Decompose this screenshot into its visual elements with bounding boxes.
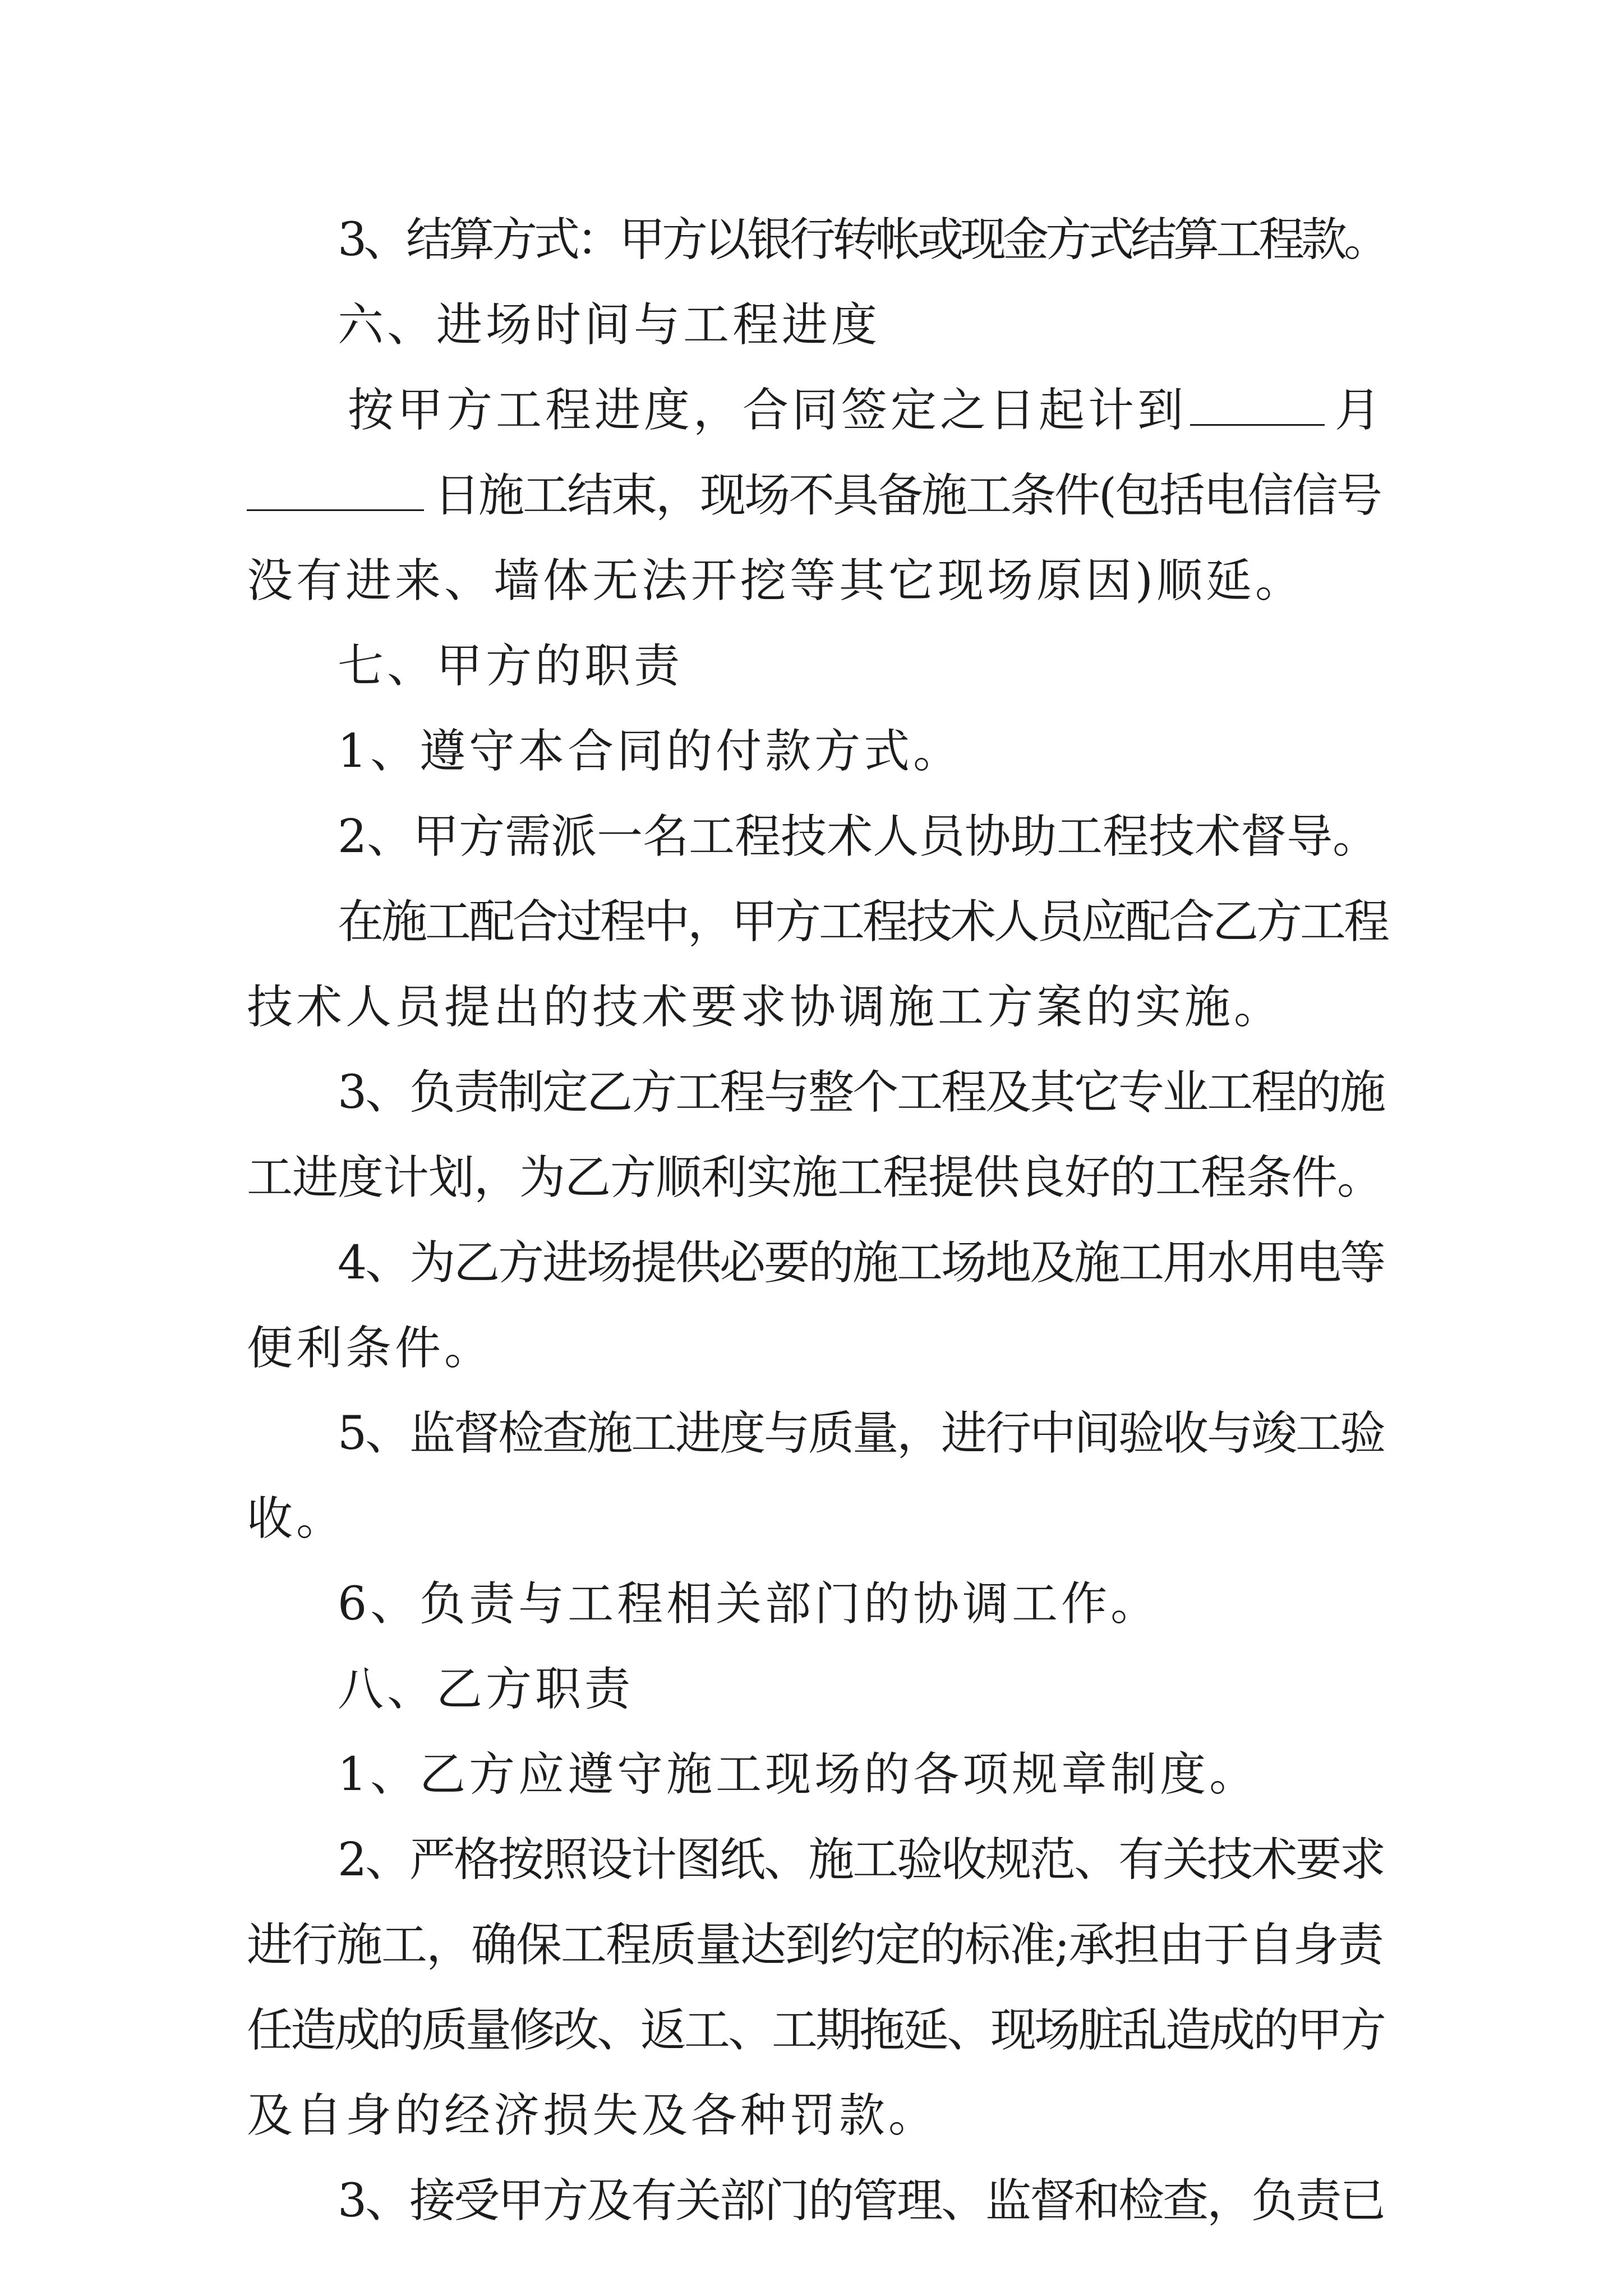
- section-heading: 七、甲方的职责: [338, 639, 684, 693]
- paragraph-line: 没有进来、墙体无法开挖等其它现场原因)顺延。: [247, 554, 1304, 608]
- paragraph-line: 收。: [247, 1492, 346, 1545]
- paragraph-line: 4、为乙方进场提供必要的施工场地及施工用水用电等: [338, 1236, 1385, 1290]
- paragraph-line: 任造成的质量修改、返工、工期拖延、现场脏乱造成的甲方: [247, 2004, 1385, 2057]
- paragraph-text: 月: [1335, 384, 1385, 437]
- paragraph-line: [247, 453, 1391, 539]
- paragraph-line: 技术人员提出的技术要求协调施工方案的实施。: [247, 981, 1284, 1034]
- paragraph-line: 1、乙方应遵守施工现场的各项规章制度。: [338, 1748, 1259, 1801]
- paragraph-line: 工进度计划，为乙方顺利实施工程提供良好的工程条件。: [247, 1151, 1383, 1204]
- paragraph-line: 3、结算方式：甲方以银行转帐或现金方式结算工程款。: [338, 213, 1387, 266]
- paragraph-line: 进行施工，确保工程质量达到约定的标准;承担由于自身责: [247, 1918, 1383, 1972]
- fill-in-blank-day[interactable]: [247, 476, 424, 511]
- section-heading: 八、乙方职责: [338, 1663, 634, 1716]
- paragraph-line: 5、监督检查施工进度与质量，进行中间验收与竣工验: [338, 1407, 1385, 1460]
- section-heading: 六、进场时间与工程进度: [338, 298, 881, 352]
- paragraph-line: 及自身的经济损失及各种罚款。: [247, 2089, 938, 2142]
- paragraph-line: 2、严格按照设计图纸、施工验收规范、有关技术要求: [338, 1833, 1385, 1887]
- document-page: [247, 197, 1391, 2244]
- paragraph-line: 3、接受甲方及有关部门的管理、监督和检查，负责已: [338, 2174, 1385, 2228]
- paragraph-line: 2、甲方需派一名工程技术人员协助工程技术督导。: [338, 810, 1379, 863]
- paragraph-line: 6、负责与工程相关部门的协调工作。: [338, 1577, 1160, 1631]
- paragraph-line: 在施工配合过程中，甲方工程技术人员应配合乙方工程: [338, 895, 1388, 949]
- paragraph-line: [247, 368, 1391, 453]
- paragraph-text: 按甲方工程进度，合同签定之日起计到: [348, 384, 1187, 437]
- paragraph-text: 日施工结束，现场不具备施工条件(包括电信信号: [434, 469, 1381, 522]
- paragraph-line: 便利条件。: [247, 1322, 494, 1375]
- paragraph-line: 1、遵守本合同的付款方式。: [338, 725, 963, 778]
- fill-in-blank-month[interactable]: [1190, 390, 1325, 426]
- paragraph-line: 3、负责制定乙方工程与整个工程及其它专业工程的施: [338, 1066, 1385, 1119]
